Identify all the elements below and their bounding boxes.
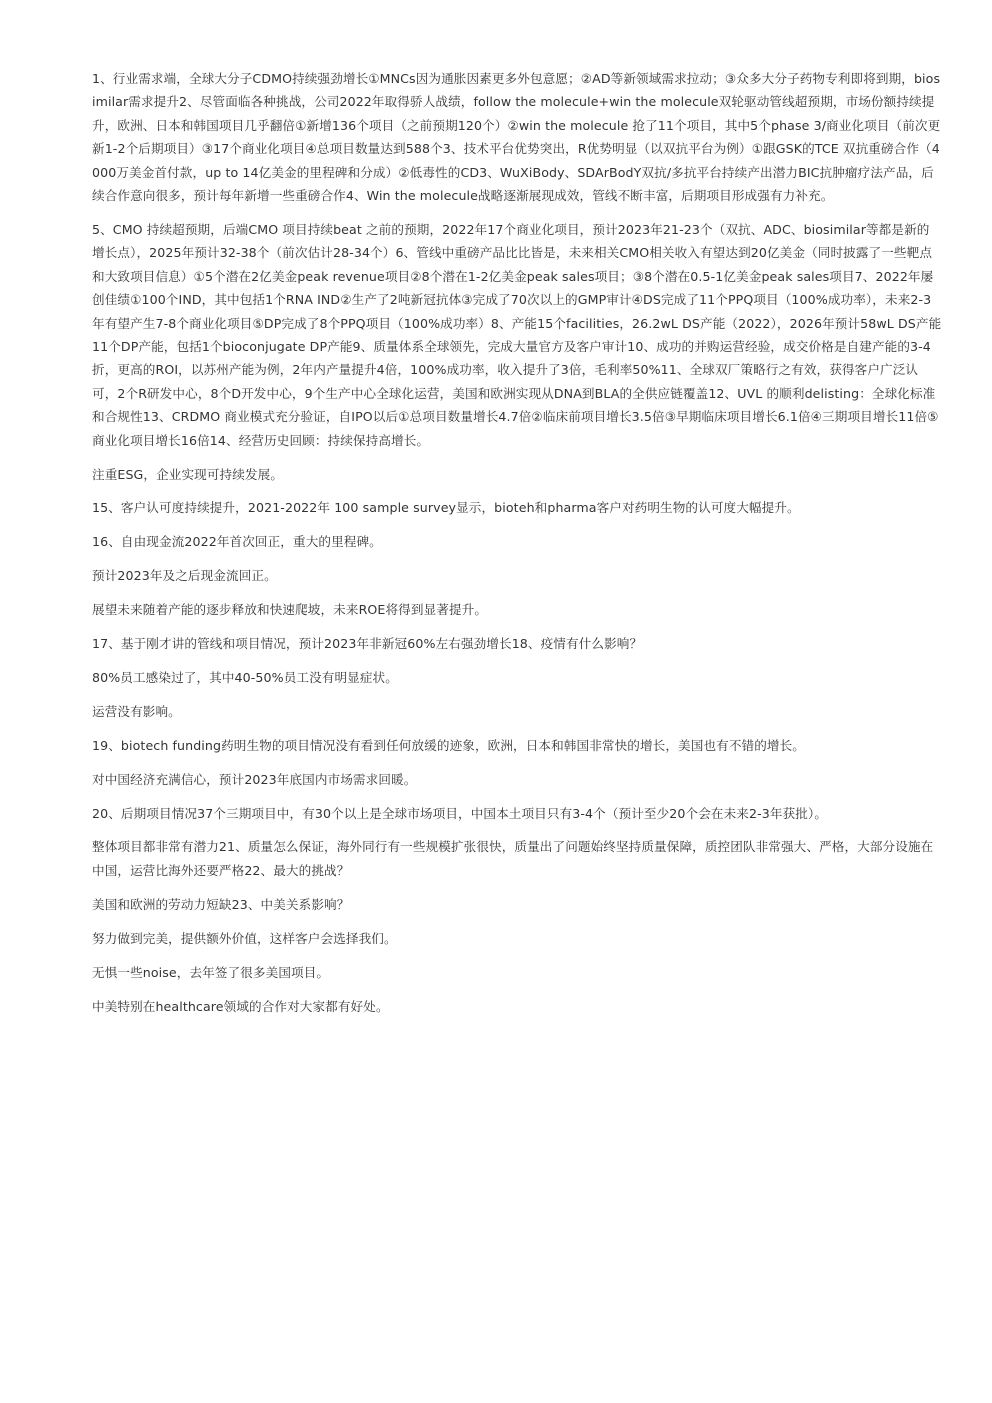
paragraph-8: 17、基于刚才讲的管线和项目情况，预计2023年非新冠60%左右强劲增长18、疫情有什么影响？ <box>92 636 643 652</box>
paragraph-10: 运营没有影响。 <box>92 703 181 719</box>
paragraph-18: 中美特别在healthcare领域的合作对大家都有好处。 <box>92 998 389 1014</box>
paragraph-12: 对中国经济充满信心，预计2023年底国内市场需求回暖。 <box>92 771 417 787</box>
paragraph-2: 5、CMO 持续超预期，后端CMO 项目持续beat 之前的预期，2022年17个商业化项目，预计2023年21-23个（双抗、ADC、biosimilar等都是新的增长点），2025年预计32-38个（前次估计28-34个）6、管线中重磅产品比比皆是，未来相关CMO相关收入有望达到20亿美金（同时披露了一些靶点和大致项目信息）①5个潜在2亿美金peak revenue项目②8个潜在1-2亿美金peak sales项目；③8个潜在0.5-1亿美金peak sales项目7、2022年屡创佳绩①100个IND，其中包括1个RNA IND②生产了2吨新冠抗体③完成了70次以上的GMP审计④DS完成了11个PPQ项目（100%成功率），未来2-3年有望产生7-8个商业化项目⑤DP完成了8个PPQ项目（100%成功率）8、产能15个facilities，26.2wL DS产能（2022），2026年预计58wL DS产能11个DP产能，包括1个bioconjugate DP产能9、质量体系全球领先，完成大量官方及客户审计10、成功的并购运营经验，成交价格是自建产能的3-4折，更高的ROI，以苏州产能为例，2年内产量提升4倍，100%成功率，收入提升了3倍，毛利率50%11、全球双厂策略行之有效，获得客户广泛认可，2个R研发中心，8个D开发中心，9个生产中心全球化运营，美国和欧洲实现从DNA到BLA的全供应链覆盖12、UVL 的顺利delisting：全球化标准和合规性13、CRDMO 商业模式充分验证，自IPO以后①总项目数量增长4.7倍②临床前项目增长3.5倍③早期临床项目增长6.1倍④三期项目增长11倍⑤商业化项目增长16倍14、经营历史回顾：持续保持高增长。 <box>92 221 942 448</box>
paragraph-7: 展望未来随着产能的逐步释放和快速爬坡，未来ROE将得到显著提升。 <box>92 602 488 618</box>
paragraph-11: 19、biotech funding药明生物的项目情况没有看到任何放缓的迹象，欧洲，日本和韩国非常快的增长，美国也有不错的增长。 <box>92 737 805 753</box>
paragraph-17: 无惧一些noise，去年签了很多美国项目。 <box>92 964 330 980</box>
paragraph-3: 注重ESG，企业实现可持续发展。 <box>92 466 284 482</box>
paragraph-1: 1、行业需求端，全球大分子CDMO持续强劲增长①MNCs因为通胀因素更多外包意愿；②AD等新领域需求拉动；③众多大分子药物专利即将到期，biosimilar需求提升2、尽管面临各种挑战，公司2022年取得骄人战绩，follow the molecule+win the molecule双轮驱动管线超预期，市场份额持续提升，欧洲、日本和韩国项目几乎翻倍①新增136个项目（之前预期120个）②win the molecule 抢了11个项目，其中5个phase 3/商业化项目（前次更新1-2个后期项目）③17个商业化项目④总项目数量达到588个3、技术平台优势突出，R优势明显（以双抗平台为例）①跟GSK的TCE 双抗重磅合作（4000万美金首付款，up to 14亿美金的里程碑和分成）②低毒性的CD3、WuXiBody、SDArBodY双抗/多抗平台持续产出潜力BIC抗肿瘤疗法产品，后续合作意向很多，预计每年新增一些重磅合作4、Win the molecule战略逐渐展现成效，管线不断丰富，后期项目形成强有力补充。 <box>92 71 941 204</box>
paragraph-13: 20、后期项目情况37个三期项目中，有30个以上是全球市场项目，中国本土项目只有3-4个（预计至少20个会在未来2-3年获批）。 <box>92 805 828 821</box>
paragraph-14: 整体项目都非常有潜力21、质量怎么保证，海外同行有一些规模扩张很快，质量出了问题始终坚持质量保障，质控团队非常强大、严格，大部分设施在中国，运营比海外还要严格22、最大的挑战？ <box>92 839 934 878</box>
paragraph-5: 16、自由现金流2022年首次回正，重大的里程碑。 <box>92 534 382 550</box>
paragraph-6: 预计2023年及之后现金流回正。 <box>92 568 277 584</box>
paragraph-16: 努力做到完美，提供额外价值，这样客户会选择我们。 <box>92 930 397 946</box>
paragraph-4: 15、客户认可度持续提升，2021-2022年 100 sample survey显示，bioteh和pharma客户对药明生物的认可度大幅提升。 <box>92 500 800 516</box>
paragraph-15: 美国和欧洲的劳动力短缺23、中美关系影响？ <box>92 896 350 912</box>
paragraph-9: 80%员工感染过了，其中40-50%员工没有明显症状。 <box>92 669 398 685</box>
